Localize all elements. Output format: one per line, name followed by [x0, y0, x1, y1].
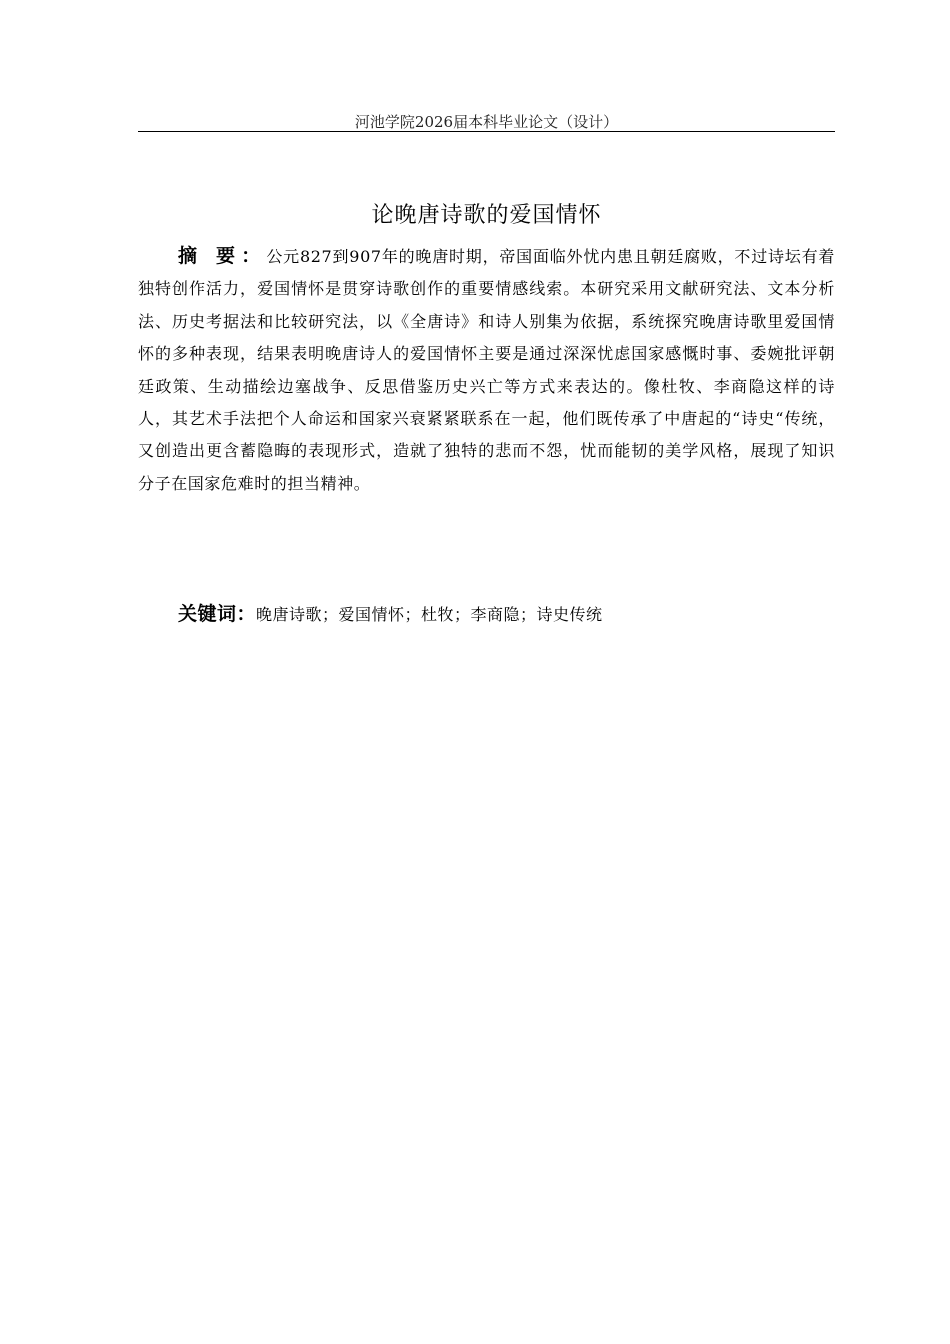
- header-rule: [138, 131, 835, 132]
- abstract-paragraph: [138, 240, 835, 500]
- keywords-label: 关键词：: [178, 603, 257, 625]
- keywords-line: [178, 598, 835, 631]
- running-header: 河池学院2026届本科毕业论文（设计）: [354, 113, 619, 131]
- paper-title: 论晚唐诗歌的爱国情怀: [371, 202, 602, 228]
- keywords-text: 晚唐诗歌；爱国情怀；杜牧；李商隐；诗史传统: [256, 605, 603, 624]
- abstract-label: 摘 要：: [178, 245, 267, 267]
- abstract-text: 公元827到907年的晚唐时期，帝国面临外忧内患且朝廷腐败，不过诗坛有着独特创作活力，爱国情怀是贯穿诗歌创作的重要情感线索。本研究采用文献研究法、文本分析法、历史考据法和比较研究法，以《全唐诗》和诗人别集为依据，系统探究晚唐诗歌里爱国情怀的多种表现，结果表明晚唐诗人的爱国情怀主要是通过深深忧虑国家感慨时事、委婉批评朝廷政策、生动描绘边塞战争、反思借鉴历史兴亡等方式来表达的。像杜牧、李商隐这样的诗人，其艺术手法把个人命运和国家兴衰紧紧联系在一起，他们既传承了中唐起的“诗史“传统，又创造出更含蓄隐晦的表现形式，造就了独特的悲而不怨，忧而能韧的美学风格，展现了知识分子在国家危难时的担当精神。: [138, 247, 835, 493]
